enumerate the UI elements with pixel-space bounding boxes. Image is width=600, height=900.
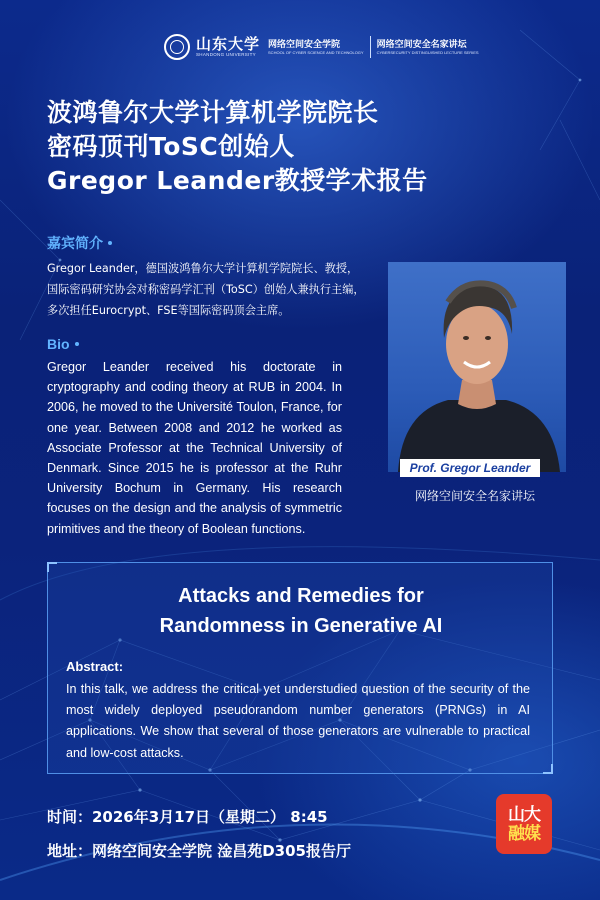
school-name-en: SCHOOL OF CYBER SCIENCE AND TECHNOLOGY <box>268 50 364 55</box>
talk-title-line-1: Attacks and Remedies for <box>178 585 424 607</box>
school-label <box>268 38 364 56</box>
media-brand-logo <box>496 794 552 854</box>
event-time: 时间：2026年3月17日（星期二） 8:45 <box>47 808 328 826</box>
brand-top-text: 山大 <box>508 805 540 824</box>
corner-accent-icon <box>543 764 553 774</box>
speaker-name-tag <box>400 459 540 477</box>
series-label <box>377 38 479 56</box>
bullet-dot-icon <box>75 342 79 346</box>
university-seal-icon <box>164 34 190 60</box>
abstract-label: Abstract: <box>66 659 124 674</box>
speaker-caption: 网络空间安全名家讲坛 <box>414 489 535 503</box>
bio-text: Gregor Leander received his doctorate in cryptography and coding theory at RUB in 2004. In 2006, he moved to the Université Toulon, France, for one year. Between 2008 and 2012 he worked as Associate Professor at the Technical University of Denmark. Since 2015 he is professor at the Ruhr University Bochum in Germany. His research focuses on the design and the analysis of symmetric primitives and the theory of Boolean functions. <box>47 360 342 536</box>
series-name-cn: 网络空间安全名家讲坛 <box>376 39 467 49</box>
university-logo <box>196 36 260 58</box>
school-name-cn: 网络空间安全学院 <box>268 39 341 49</box>
event-location: 地址：网络空间安全学院 淦昌苑D305报告厅 <box>47 842 351 860</box>
university-name-cn: 山东大学 <box>196 35 261 53</box>
series-name-en: CYBERSECURITY DISTINGUISHED LECTURE SERIES <box>376 50 479 55</box>
header-divider <box>370 36 371 58</box>
title-line-3: Gregor Leander教授学术报告 <box>47 166 428 195</box>
title-line-1: 波鸿鲁尔大学计算机学院院长 <box>47 98 379 127</box>
title-line-2: 密码顶刊ToSC创始人 <box>47 132 295 161</box>
brand-bottom-text: 融媒 <box>508 824 540 843</box>
speaker-name: Prof. Gregor Leander <box>409 461 531 475</box>
talk-title <box>48 581 554 641</box>
abstract-text: In this talk, we address the critical yet understudied question of the security of the most widely deployed pseudorandom number generators (PRNGs) in AI applications. We show that several of those generators are vulnerable to practical and low-cost attacks. <box>66 682 530 760</box>
bio-heading <box>47 336 79 352</box>
header <box>164 32 479 62</box>
talk-box <box>47 562 553 774</box>
speaker-photo <box>388 262 566 472</box>
speaker-portrait-icon <box>388 262 566 472</box>
intro-heading-label: 嘉宾简介 <box>47 235 103 251</box>
talk-title-line-2: Randomness in Generative AI <box>159 615 443 637</box>
intro-heading <box>47 233 112 253</box>
university-name-en: SHANDONG UNIVERSITY <box>196 52 256 57</box>
intro-text: Gregor Leander，德国波鸿鲁尔大学计算机学院院长、教授，国际密码研究协会对称密码学汇刊（ToSC）创始人兼执行主编，多次担任Eurocrypt、FSE等国际密码顶会主席。 <box>47 262 365 317</box>
poster-title <box>47 96 567 198</box>
bio-heading-label: Bio <box>47 336 70 352</box>
corner-accent-icon <box>47 562 57 572</box>
bullet-dot-icon <box>108 241 112 245</box>
